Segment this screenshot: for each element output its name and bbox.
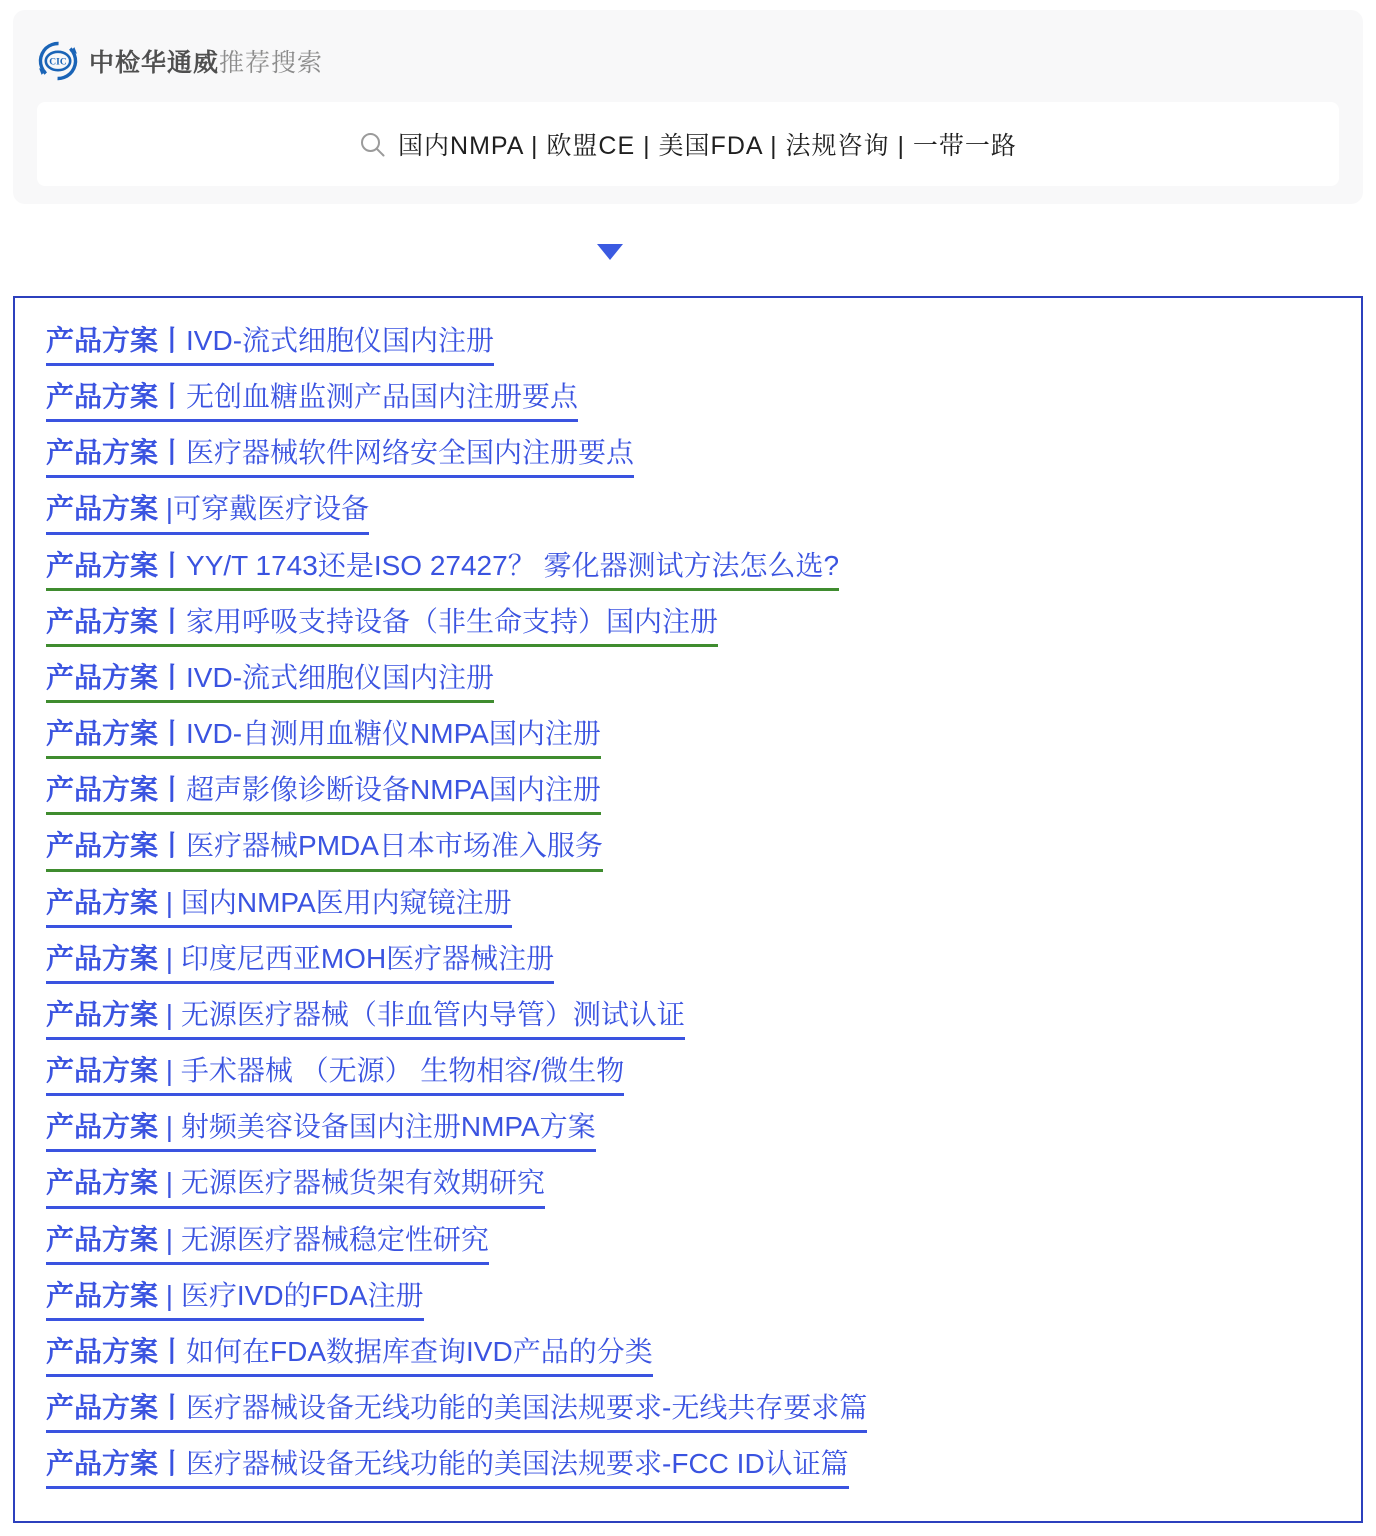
link-title: 家用呼吸支持设备（非生命支持）国内注册	[186, 605, 719, 637]
link-prefix: 产品方案	[46, 1167, 159, 1199]
link-separator: |	[158, 942, 181, 974]
link-separator: 丨	[158, 1448, 187, 1480]
link-title: IVD-流式细胞仪国内注册	[186, 661, 495, 693]
product-solution-link[interactable]	[46, 1391, 867, 1433]
link-prefix: 产品方案	[46, 886, 159, 918]
link-prefix: 产品方案	[46, 1055, 159, 1087]
link-separator: 丨	[158, 1335, 187, 1367]
link-title: 医疗器械软件网络安全国内注册要点	[186, 437, 635, 469]
list-item	[46, 661, 1331, 703]
brand-row	[37, 40, 1339, 82]
brand-subtitle: 推荐搜索	[219, 49, 324, 77]
search-icon	[359, 131, 386, 158]
link-separator: 丨	[158, 718, 187, 750]
product-solution-link[interactable]	[46, 324, 494, 366]
list-item	[46, 436, 1331, 478]
product-solution-link[interactable]	[46, 773, 601, 815]
link-prefix: 产品方案	[46, 830, 159, 862]
product-solution-link[interactable]	[46, 886, 512, 928]
list-item	[46, 492, 1331, 534]
list-item	[46, 1223, 1331, 1265]
arrow-row	[13, 244, 1363, 260]
link-prefix: 产品方案	[46, 774, 159, 806]
brand-name: 中检华通威	[89, 49, 220, 77]
link-prefix: 产品方案	[46, 381, 159, 413]
link-separator: |	[158, 998, 181, 1030]
link-title: 医疗器械PMDA日本市场准入服务	[186, 830, 603, 862]
ccic-logo-icon	[37, 40, 79, 82]
list-item	[46, 324, 1331, 366]
link-title: YY/T 1743还是ISO 27427？ 雾化器测试方法怎么选?	[186, 549, 840, 581]
link-separator: 丨	[158, 549, 187, 581]
list-item	[46, 1447, 1331, 1489]
link-separator: |	[158, 493, 174, 525]
list-item	[46, 1110, 1331, 1152]
list-item	[46, 1279, 1331, 1321]
link-title: 无源医疗器械货架有效期研究	[180, 1167, 545, 1199]
link-separator: 丨	[158, 437, 187, 469]
product-solution-link[interactable]	[46, 380, 578, 422]
product-solution-link[interactable]	[46, 661, 494, 703]
link-prefix: 产品方案	[46, 661, 159, 693]
product-solution-link[interactable]	[46, 1166, 545, 1208]
link-prefix: 产品方案	[46, 1223, 159, 1255]
link-prefix: 产品方案	[46, 718, 159, 750]
link-title: 国内NMPA医用内窥镜注册	[180, 886, 512, 918]
link-separator: 丨	[158, 661, 187, 693]
link-title: 印度尼西亚MOH医疗器械注册	[180, 942, 555, 974]
product-solution-link[interactable]	[46, 942, 554, 984]
search-input[interactable]	[37, 102, 1339, 186]
list-item	[46, 773, 1331, 815]
link-separator: 丨	[158, 830, 187, 862]
link-prefix: 产品方案	[46, 942, 159, 974]
link-prefix: 产品方案	[46, 325, 159, 356]
list-item	[46, 998, 1331, 1040]
list-item	[46, 1335, 1331, 1377]
link-separator: 丨	[158, 774, 187, 806]
list-item	[46, 717, 1331, 759]
link-separator: |	[158, 1111, 181, 1143]
link-title: 无创血糖监测产品国内注册要点	[186, 381, 579, 413]
link-prefix: 产品方案	[46, 1111, 159, 1143]
list-item	[46, 1054, 1331, 1096]
product-solution-link[interactable]	[46, 1447, 849, 1489]
link-title: 无源医疗器械稳定性研究	[180, 1223, 489, 1255]
search-placeholder-text: 国内NMPA | 欧盟CE | 美国FDA | 法规咨询 | 一带一路	[398, 132, 1017, 160]
link-prefix: 产品方案	[46, 1335, 159, 1367]
link-separator: 丨	[158, 325, 187, 356]
link-separator: |	[158, 1223, 181, 1255]
list-item	[46, 942, 1331, 984]
link-separator: 丨	[158, 1391, 187, 1423]
product-solution-link[interactable]	[46, 717, 601, 759]
link-prefix: 产品方案	[46, 549, 159, 581]
product-solution-link[interactable]	[46, 1223, 489, 1265]
link-title: 医疗器械设备无线功能的美国法规要求-无线共存要求篇	[186, 1391, 868, 1423]
product-solution-link[interactable]	[46, 549, 839, 591]
link-prefix: 产品方案	[46, 1279, 159, 1311]
page-title	[89, 43, 323, 79]
list-item	[46, 829, 1331, 871]
link-title: 无源医疗器械（非血管内导管）测试认证	[180, 998, 685, 1030]
product-solution-link[interactable]	[46, 492, 369, 534]
product-solution-link[interactable]	[46, 998, 685, 1040]
link-title: 超声影像诊断设备NMPA国内注册	[186, 774, 601, 806]
link-separator: |	[158, 1055, 181, 1087]
link-title: 手术器械 （无源） 生物相容/微生物	[180, 1055, 625, 1087]
product-solution-link[interactable]	[46, 605, 718, 647]
list-item	[46, 605, 1331, 647]
list-item	[46, 1391, 1331, 1433]
list-item	[46, 380, 1331, 422]
link-title: 医疗器械设备无线功能的美国法规要求-FCC ID认证篇	[186, 1448, 849, 1480]
list-item	[46, 1166, 1331, 1208]
link-separator: 丨	[158, 381, 187, 413]
chevron-down-icon[interactable]	[597, 244, 623, 260]
link-title: 射频美容设备国内注册NMPA方案	[180, 1111, 596, 1143]
link-prefix: 产品方案	[46, 998, 159, 1030]
product-solution-link[interactable]	[46, 829, 603, 871]
list-item	[46, 886, 1331, 928]
link-title: IVD-流式细胞仪国内注册	[186, 325, 495, 356]
link-prefix: 产品方案	[46, 1391, 159, 1423]
suggestion-list	[46, 324, 1331, 1489]
link-separator: |	[158, 1279, 181, 1311]
link-prefix: 产品方案	[46, 493, 159, 525]
recommend-search-card	[13, 10, 1363, 204]
link-title: 医疗IVD的FDA注册	[180, 1279, 424, 1311]
link-separator: |	[158, 886, 181, 918]
product-solution-link[interactable]	[46, 1335, 653, 1377]
search-suggestions-panel	[13, 296, 1363, 1523]
link-separator: 丨	[158, 605, 187, 637]
link-prefix: 产品方案	[46, 605, 159, 637]
link-prefix: 产品方案	[46, 437, 159, 469]
list-item	[46, 549, 1331, 591]
link-title: IVD-自测用血糖仪NMPA国内注册	[186, 718, 601, 750]
link-title: 如何在FDA数据库查询IVD产品的分类	[186, 1335, 653, 1367]
product-solution-link[interactable]	[46, 436, 634, 478]
link-separator: |	[158, 1167, 181, 1199]
product-solution-link[interactable]	[46, 1279, 424, 1321]
product-solution-link[interactable]	[46, 1054, 624, 1096]
product-solution-link[interactable]	[46, 1110, 596, 1152]
svg-text:CIC: CIC	[49, 57, 67, 68]
link-prefix: 产品方案	[46, 1448, 159, 1480]
link-title: 可穿戴医疗设备	[173, 493, 370, 525]
